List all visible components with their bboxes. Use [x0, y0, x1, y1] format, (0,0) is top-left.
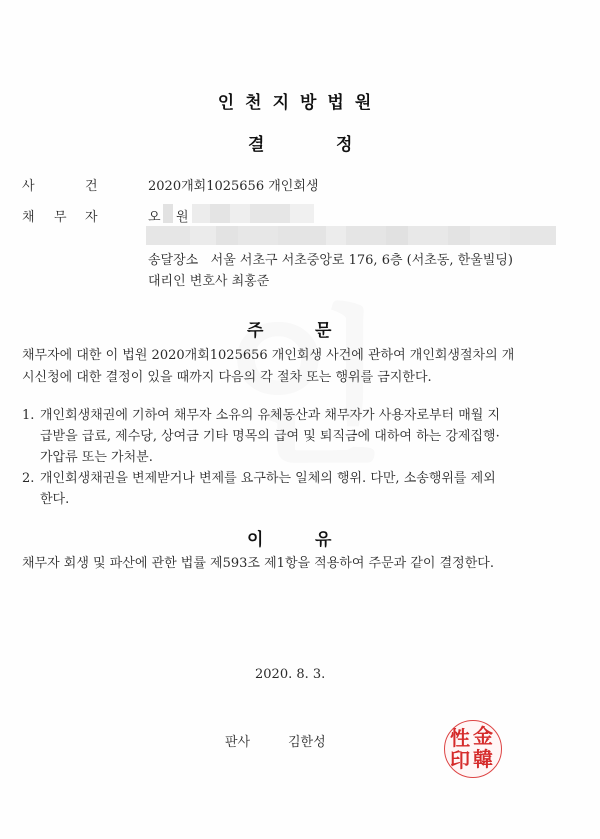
judge-name: 김한성 — [288, 735, 326, 750]
debtor-agent: 대리인 변호사 최홍준 — [148, 274, 270, 289]
service-address-label: 송달장소 — [148, 253, 199, 268]
order-intro-line: 시신청에 대한 결정이 있을 때까지 다음의 각 절차 또는 행위를 금지한다. — [22, 370, 432, 385]
doc-type-char: 결 — [248, 135, 265, 155]
judge-seal-icon: 性 金 印 韓 — [444, 720, 502, 778]
debtor-name-last: 원 — [176, 210, 189, 225]
service-address-value: 서울 서초구 서초중앙로 176, 6층 (서초동, 한울빌딩) — [210, 253, 513, 268]
court-name: 인천지방법원 — [217, 93, 383, 113]
doc-type-char: 정 — [336, 135, 353, 155]
reason-text: 채무자 회생 및 파산에 관한 법률 제593조 제1항을 적용하여 주문과 같이 결정한다. — [22, 556, 494, 571]
service-address — [148, 249, 513, 268]
watermark — [120, 280, 480, 500]
redacted-name-char — [163, 204, 173, 223]
redacted-address-block — [146, 226, 556, 245]
order-intro-line: 채무자에 대한 이 법원 2020개회1025656 개인회생 사건에 관하여 개인회생절차의 개 — [22, 348, 515, 363]
decision-date: 2020. 8. 3. — [255, 667, 326, 682]
debtor-name-first: 오 — [148, 210, 161, 225]
redacted-name-block — [192, 204, 314, 223]
judge-title: 판사 — [225, 735, 251, 750]
case-number: 2020개회1025656 개인회생 — [148, 179, 319, 194]
